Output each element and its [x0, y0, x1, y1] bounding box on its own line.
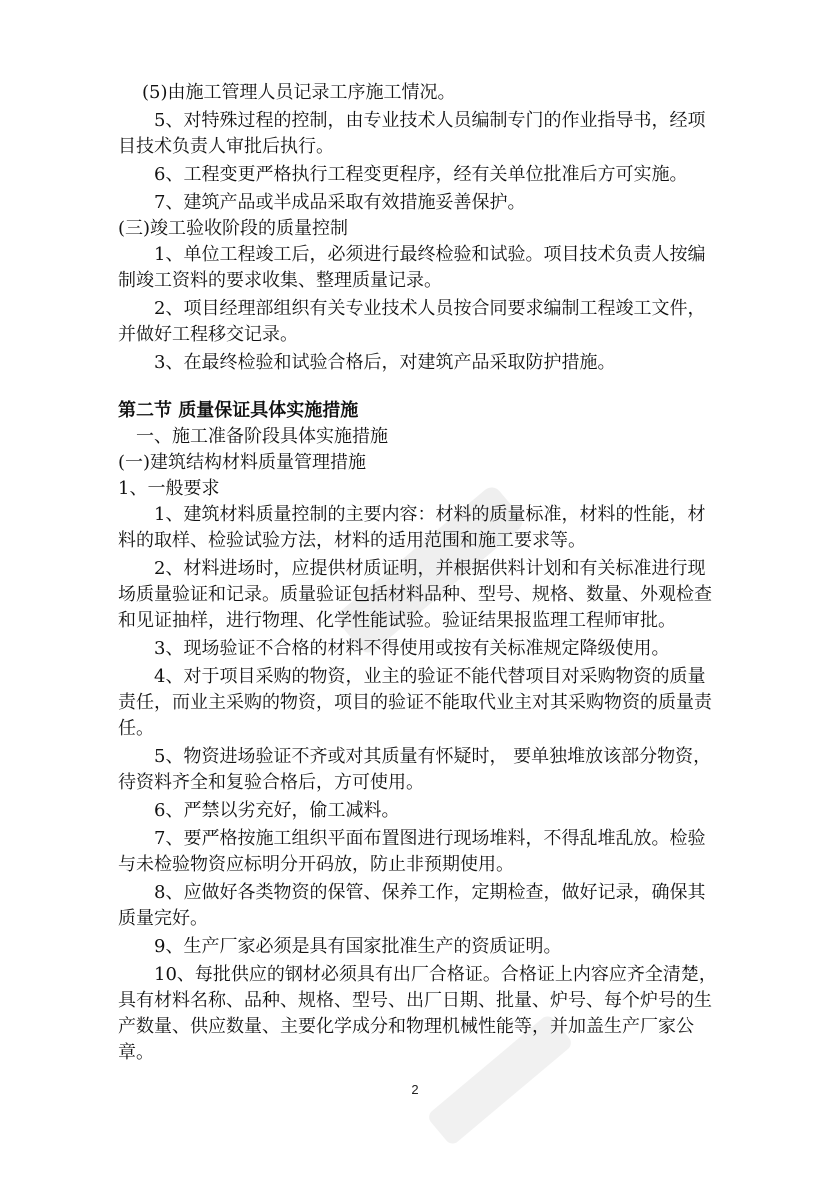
paragraph: 1、建筑材料质量控制的主要内容：材料的质量标准，材料的性能，材料的取样、检验试验方法，材料的适用范围和施工要求等。 [118, 504, 706, 551]
paragraph: 3、现场验证不合格的材料不得使用或按有关标准规定降级使用。 [154, 638, 670, 659]
subsection-heading: 1、一般要求 [118, 478, 220, 499]
paragraph: 4、对于项目采购的物资，业主的验证不能代替项目对采购物资的质量责任，而业主采购的物资，项目的验证不能取代业主对其采购物资的质量责任。 [118, 666, 712, 739]
paragraph: 3、在最终检验和试验合格后，对建筑产品采取防护措施。 [154, 352, 616, 373]
paragraph: 7、要严格按施工组织平面布置图进行现场堆料，不得乱堆乱放。检验与未检验物资应标明分开码放，防止非预期使用。 [118, 828, 706, 875]
paragraph: 6、工程变更严格执行工程变更程序，经有关单位批准后方可实施。 [154, 164, 688, 185]
paragraph: 5、物资进场验证不齐或对其质量有怀疑时， 要单独堆放该部分物资，待资料齐全和复验合格后，方可使用。 [118, 746, 712, 793]
paragraph: 8、应做好各类物资的保管、保养工作，定期检查，做好记录，确保其质量完好。 [118, 882, 706, 929]
paragraph: 2、材料进场时，应提供材质证明，并根据供料计划和有关标准进行现场质量验证和记录。质量验证包括材料品种、型号、规格、数量、外观检查和见证抽样，进行物理、化学性能试验。验证结果报监理工程师审批。 [118, 558, 712, 631]
subsection-heading: 一、施工准备阶段具体实施措施 [136, 426, 388, 447]
paragraph: (5)由施工管理人员记录工序施工情况。 [142, 82, 456, 103]
paragraph: 1、单位工程竣工后，必须进行最终检验和试验。项目技术负责人按编制竣工资料的要求收集、整理质量记录。 [118, 244, 706, 291]
subsection-heading: (一)建筑结构材料质量管理措施 [118, 452, 367, 473]
paragraph: 6、严禁以劣充好，偷工减料。 [154, 800, 400, 821]
paragraph: 5、对特殊过程的控制，由专业技术人员编制专门的作业指导书，经项目技术负责人审批后执行。 [118, 110, 706, 157]
section-heading: 第二节 质量保证具体实施措施 [118, 400, 359, 421]
page-number: 2 [411, 1082, 419, 1097]
document-body [118, 80, 718, 1066]
paragraph: 10、每批供应的钢材必须具有出厂合格证。合格证上内容应齐全清楚，具有材料名称、品种、规格、型号、出厂日期、批量、炉号、每个炉号的生产数量、供应数量、主要化学成分和物理机械性能等，并加盖生产厂家公章。 [118, 964, 717, 1063]
subsection-heading: (三)竣工验收阶段的质量控制 [118, 218, 349, 239]
paragraph: 7、建筑产品或半成品采取有效措施妥善保护。 [154, 192, 526, 213]
paragraph: 2、项目经理部组织有关专业技术人员按合同要求编制工程竣工文件，并做好工程移交记录。 [118, 298, 706, 345]
paragraph: 9、生产厂家必须是具有国家批准生产的资质证明。 [154, 936, 562, 957]
